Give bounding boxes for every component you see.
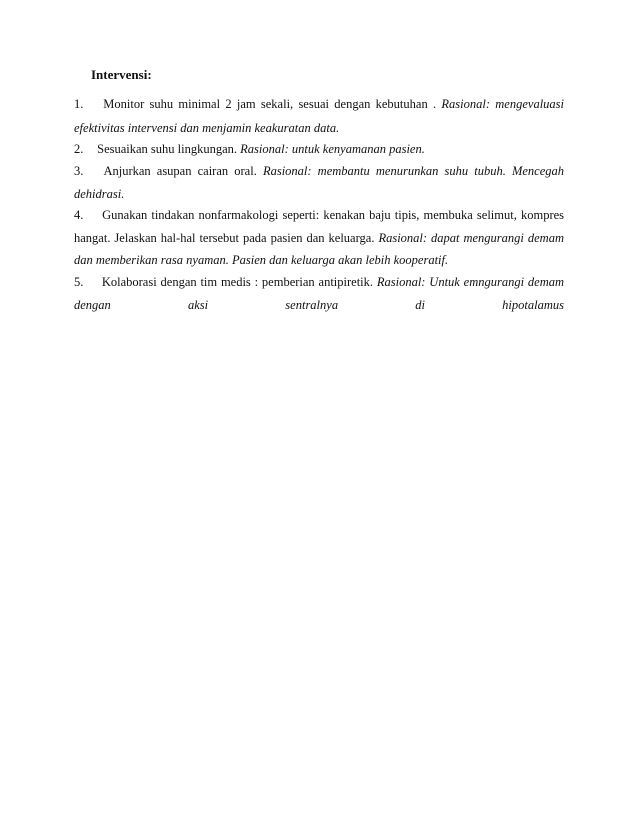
list-item-4-rationale-continued: dan memberikan rasa nyaman. Pasien dan keluarga akan lebih kooperatif. (74, 253, 449, 267)
list-item-5-line-2: dengan aksi sentralnya di hipotalamus (74, 298, 564, 312)
list-item-5-line-1 (74, 274, 564, 290)
list-item-4-line-3 (74, 252, 564, 268)
section-heading: Intervensi: (91, 67, 152, 82)
list-item-2-line-1 (74, 141, 564, 157)
list-item-2-text: Sesuaikan suhu lingkungan. (97, 142, 238, 156)
list-item-4-line-1 (74, 207, 564, 223)
list-item-3-number: 3. (74, 164, 84, 178)
list-item-2-rationale: Rasional: untuk kenyamanan pasien. (240, 142, 425, 156)
list-item-3-rationale-continued: dehidrasi. (74, 187, 125, 201)
list-item-4-number: 4. (74, 208, 84, 222)
list-item-4-line-2 (74, 230, 564, 246)
list-item-3-rationale: Rasional: membantu menurunkan suhu tubuh. Mencegah (262, 164, 565, 178)
list-item-1-line-2 (74, 120, 564, 136)
list-item-4-text-continued: hangat. Jelaskan hal-hal tersebut pada pasien dan keluarga. (74, 231, 375, 245)
list-item-4-rationale: Rasional: dapat mengurangi demam (378, 231, 564, 245)
list-item-1-line-1 (74, 96, 564, 112)
list-item-1-number: 1. (74, 97, 84, 111)
list-item-3-line-1 (74, 163, 564, 179)
list-item-1-rationale: Rasional: mengevaluasi (441, 97, 565, 111)
list-item-5-text: Kolaborasi dengan tim medis : pemberian antipiretik. (101, 275, 374, 289)
list-item-1-text: Monitor suhu minimal 2 jam sekali, sesuai dengan kebutuhan . (103, 97, 437, 111)
list-item-5-number: 5. (74, 275, 84, 289)
list-item-2-number: 2. (74, 142, 84, 156)
list-item-4-text: Gunakan tindakan nonfarmakologi seperti: kenakan baju tipis, membuka selimut, kompres (102, 208, 565, 222)
list-item-1-rationale-continued: efektivitas intervensi dan menjamin keakuratan data. (74, 121, 340, 135)
list-item-5-rationale: Rasional: Untuk emngurangi demam (376, 275, 565, 289)
list-item-3-text: Anjurkan asupan cairan oral. (103, 164, 257, 178)
list-item-3-line-2 (74, 186, 564, 202)
